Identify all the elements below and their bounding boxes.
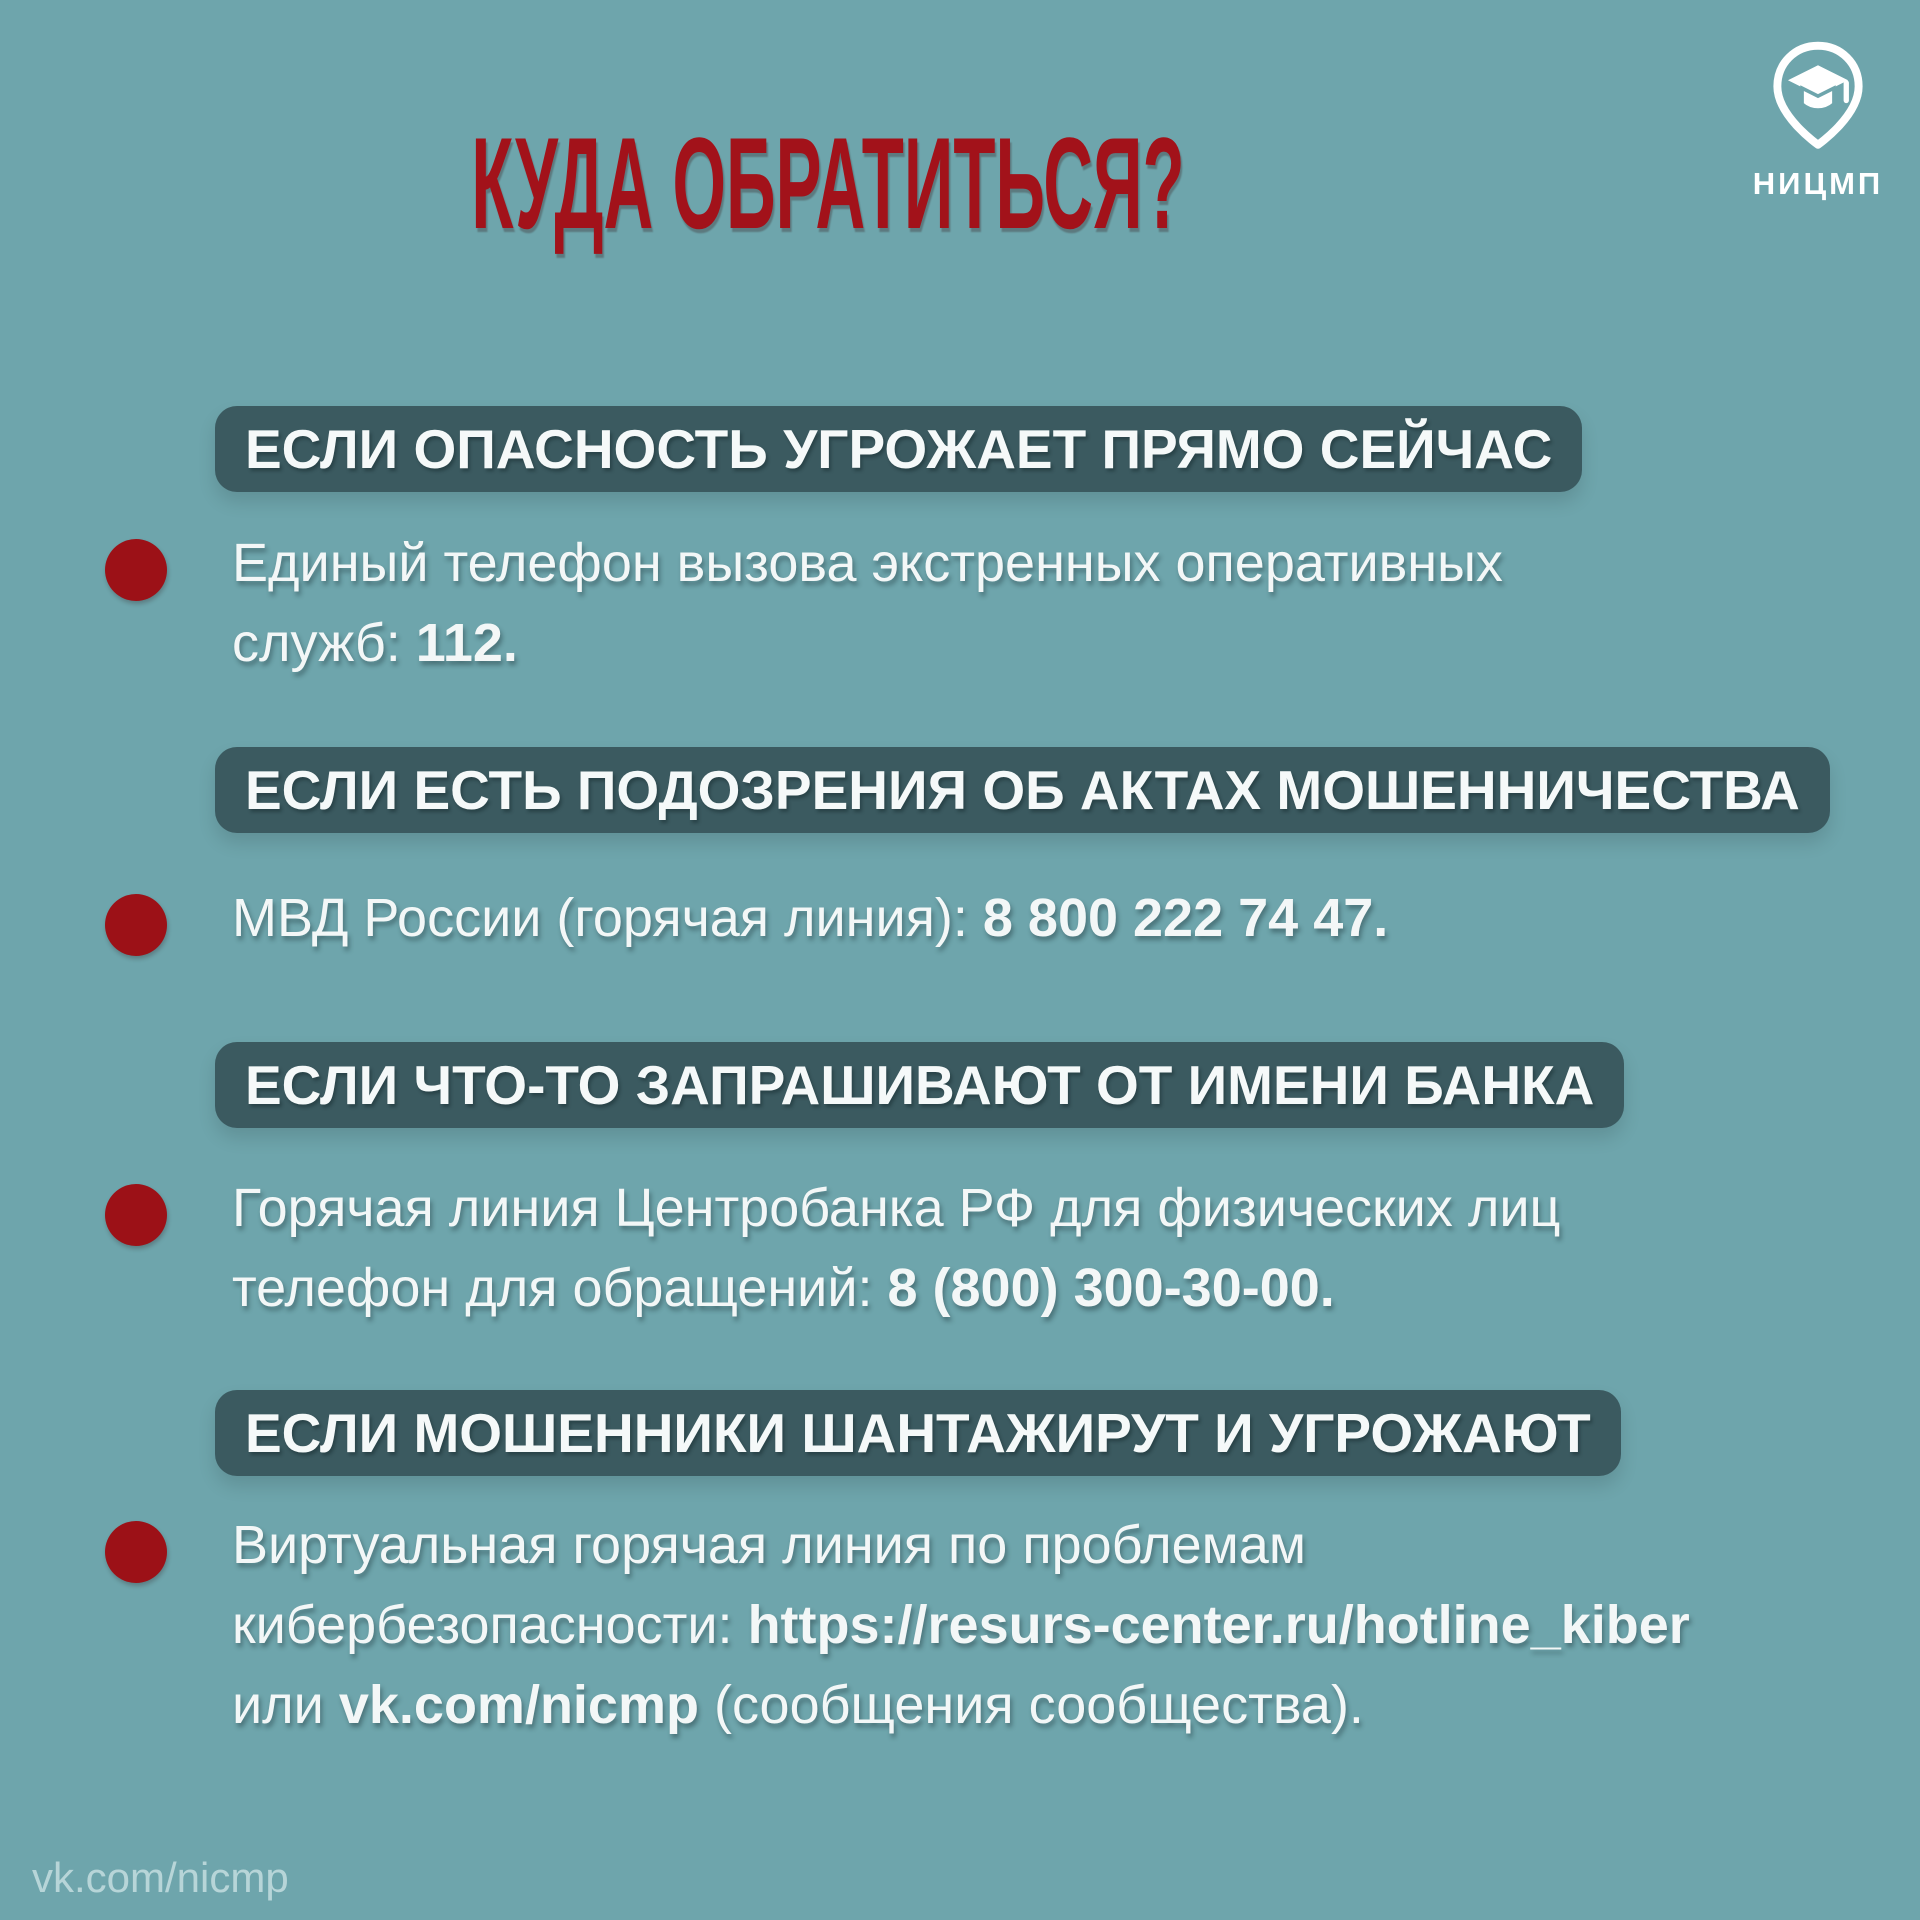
bullet-text-line (232, 1248, 1560, 1328)
bullet-item (105, 523, 1503, 683)
red-bullet-dot-icon (105, 1184, 167, 1246)
section-header-label: ЕСЛИ ЕСТЬ ПОДОЗРЕНИЯ ОБ АКТАХ МОШЕННИЧЕСТВА (245, 759, 1800, 821)
bullet-item (105, 1505, 1690, 1745)
section-header-label: ЕСЛИ ЧТО-ТО ЗАПРАШИВАЮТ ОТ ИМЕНИ БАНКА (245, 1054, 1595, 1116)
section-header (215, 747, 1830, 833)
bullet-item (105, 1168, 1560, 1328)
logo-text: НИЦМП (1752, 166, 1884, 201)
bullet-text-segment: или (232, 1675, 339, 1735)
red-bullet-dot-icon (105, 894, 167, 956)
location-pin-graduation-cap-icon (1765, 38, 1871, 156)
bullet-text-segment: Единый телефон вызова экстренных оперативных (232, 533, 1503, 593)
bullet-text-segment: МВД России (горячая линия): (232, 888, 983, 948)
section-header (215, 1042, 1624, 1128)
bullet-text-highlight: 8 800 222 74 47. (982, 888, 1389, 948)
bullet-item (105, 878, 1388, 958)
bullet-text-segment: (сообщения сообщества). (698, 1675, 1364, 1735)
bullet-text-segment: служб: (232, 613, 416, 673)
bullet-text-segment: Горячая линия Центробанка РФ для физических лиц (232, 1178, 1561, 1238)
bullet-text-segment: Виртуальная горячая линия по проблемам (232, 1515, 1306, 1575)
bullet-text-line (232, 878, 1388, 958)
page-title (0, 108, 1655, 258)
section-header (215, 1390, 1621, 1476)
bullet-text (232, 1505, 1690, 1745)
watermark-vk-link: vk.com/nicmp (32, 1854, 289, 1901)
bullet-text-highlight: 8 (800) 300-30-00. (887, 1258, 1335, 1318)
section-header (215, 406, 1582, 492)
red-bullet-dot-icon (105, 1521, 167, 1583)
bullet-text-segment: кибербезопасности: (232, 1595, 748, 1655)
bullet-text-line (232, 1505, 1690, 1585)
bullet-text (232, 1168, 1560, 1328)
bullet-text-line (232, 1665, 1690, 1745)
section-header-label: ЕСЛИ ОПАСНОСТЬ УГРОЖАЕТ ПРЯМО СЕЙЧАС (245, 418, 1553, 480)
section-header-label: ЕСЛИ МОШЕННИКИ ШАНТАЖИРУТ И УГРОЖАЮТ (245, 1402, 1591, 1464)
bullet-text-line (232, 523, 1503, 603)
bullet-text-highlight: https://resurs-center.ru/hotline_kiber (747, 1595, 1690, 1655)
bullet-text (232, 878, 1388, 958)
bullet-text-segment: телефон для обращений: (232, 1258, 888, 1318)
page-title-text: КУДА ОБРАТИТЬСЯ? (470, 110, 1185, 256)
bullet-text-line (232, 603, 1503, 683)
bullet-text-line (232, 1168, 1560, 1248)
red-bullet-dot-icon (105, 539, 167, 601)
bullet-text-line (232, 1585, 1690, 1665)
logo (1748, 38, 1888, 202)
bullet-text (232, 523, 1503, 683)
bullet-text-highlight: 112. (415, 613, 518, 673)
bullet-text-highlight: vk.com/nicmp (338, 1675, 699, 1735)
